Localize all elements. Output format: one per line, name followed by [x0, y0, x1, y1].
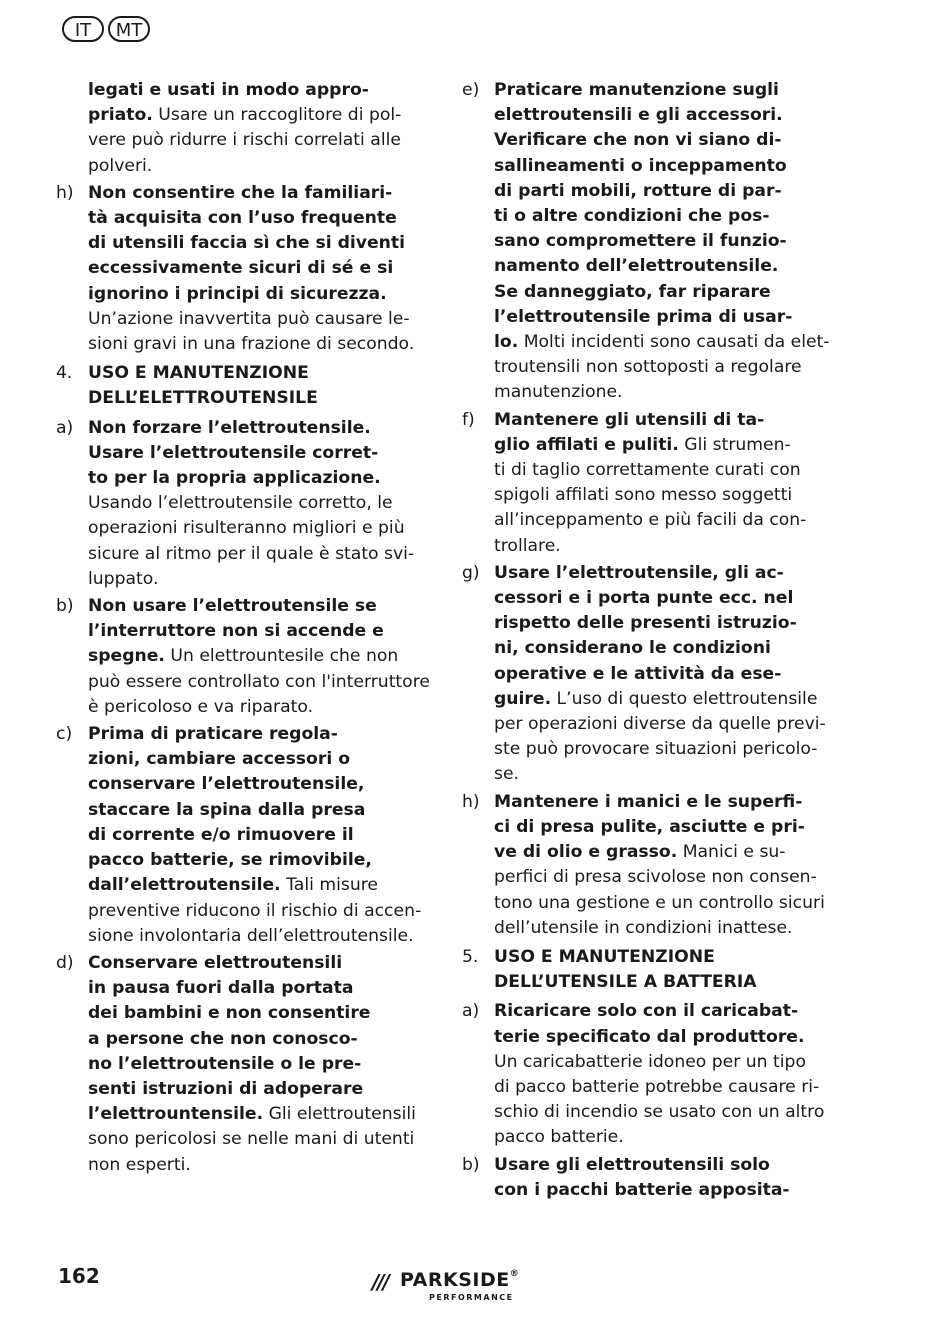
normal-text: Usando l’elettroutensile corretto, le operazioni risulteranno migliori e più sicure al ritmo per il quale è stato svi- luppato. [88, 493, 415, 589]
registered-mark: ® [509, 1269, 520, 1279]
normal-text: Molti incidenti sono causati da elet- troutensili non sottoposti a regolare manutenzione. [494, 332, 830, 403]
list-item-g [462, 561, 852, 788]
bold-text: Usare l’elettroutensile, gli ac- cessori e i porta punte ecc. nel rispetto delle presenti istruzio- ni, considerano le condizioni operative e le attività da ese- guire. [494, 562, 797, 709]
left-column [56, 78, 431, 1180]
list-item-a [462, 999, 852, 1150]
list-item-b [56, 594, 431, 720]
item-text [494, 561, 852, 788]
bold-text: Non usare l’elettroutensile se l’interruttore non si accende e spegne. [88, 596, 384, 667]
normal-text: Un elettrountesile che non può essere controllato con l'interruttore è pericoloso e va riparato. [88, 646, 430, 717]
section-number: 4. [56, 363, 73, 384]
item-text [88, 951, 431, 1178]
lang-badge-it: IT [62, 16, 104, 42]
logo-brand [400, 1269, 519, 1291]
list-item-a [56, 416, 431, 592]
bold-text: Ricaricare solo con il caricabat- terie specificato dal produttore. [494, 1001, 805, 1047]
section-title: USO E MANUTENZIONE DELL’ELETTROUTENSILE [88, 363, 318, 409]
list-item-c [56, 722, 431, 949]
section-heading-4 [56, 361, 431, 411]
item-label: h) [462, 791, 480, 812]
list-item-d [56, 951, 431, 1178]
bold-text: Usare gli elettroutensili solo con i pacchi batterie apposita- [494, 1154, 790, 1200]
item-label: h) [56, 182, 74, 203]
logo-brand-text: PARKSIDE [400, 1269, 510, 1291]
section-title: USO E MANUTENZIONE DELL’UTENSILE A BATTERIA [494, 946, 757, 993]
normal-text: Manici e su- perfici di presa scivolose non consen- tono una gestione e un controllo sicuri dell’utensile in condizioni inattese. [494, 842, 825, 938]
item-label: d) [56, 952, 74, 973]
list-item-b [462, 1153, 852, 1203]
item-label: b) [462, 1154, 480, 1175]
item-label: a) [56, 417, 74, 438]
item-text [494, 78, 852, 406]
parkside-logo [372, 1268, 522, 1308]
right-column [462, 78, 852, 1205]
lang-badge-mt: MT [108, 16, 150, 42]
normal-text: Gli elettroutensili sono pericolosi se nelle mani di utenti non esperti. [88, 1104, 416, 1175]
normal-text: Un caricabatterie idoneo per un tipo di pacco batterie potrebbe causare ri- schio di incendio se usato con un altro pacco batterie. [494, 1051, 825, 1148]
normal-text: Un’azione inavvertita può causare le- sioni gravi in una frazione di secondo. [88, 308, 415, 355]
continued-paragraph [56, 78, 431, 179]
item-text [494, 1153, 852, 1203]
bold-text: legati e usati in modo appro- priato. [88, 80, 369, 126]
language-badges [62, 16, 150, 42]
item-label: b) [56, 596, 74, 617]
item-label: g) [462, 562, 480, 583]
bold-text: Prima di praticare regola- zioni, cambiare accessori o conservare l’elettroutensile, staccare la spina dalla presa di corrente e/o rimuovere il pacco batterie, se rimovibile, dall’elettroutensile. [88, 724, 372, 896]
item-label: a) [462, 1001, 480, 1022]
list-item-h [462, 790, 852, 941]
normal-text: Usare un raccoglitore di pol- vere può ridurre i rischi correlati alle polveri. [88, 105, 402, 176]
section-heading-5 [462, 945, 852, 995]
page-number: 162 [58, 1264, 100, 1288]
list-item-f [462, 408, 852, 559]
bold-text: Praticare manutenzione sugli elettroutensili e gli accessori. Verificare che non vi siano di- sallineamenti o inceppamento di parti mobili, rotture di par- ti o altre condizioni che pos- sano compromettere il funzio- namento dell’elettroutensile. Se danneggiato, far riparare l’elettroutensile prima di usar- lo. [494, 80, 793, 353]
item-label: f) [462, 409, 475, 430]
item-text [88, 416, 431, 592]
item-text [88, 722, 431, 949]
list-item-e [462, 78, 852, 406]
logo-subtitle: PERFORMANCE [429, 1293, 514, 1302]
normal-text: L’uso di questo elettroutensile per operazioni diverse da quelle previ- ste può provocare situazioni pericolo- se. [494, 688, 826, 785]
normal-text: Tali misure preventive riducono il rischio di accen- sione involontaria dell’elettroutensile. [88, 875, 422, 946]
bold-text: Non forzare l’elettroutensile. Usare l’elettroutensile corret- to per la propria applicazione. [88, 417, 381, 489]
item-label: c) [56, 724, 73, 745]
item-text [494, 790, 852, 941]
item-text [494, 408, 852, 559]
list-item-h [56, 181, 431, 357]
bold-text: Mantenere gli utensili di ta- glio affilati e puliti. [494, 409, 765, 455]
section-number: 5. [462, 946, 479, 967]
bold-text: Mantenere i manici e le superfi- ci di presa pulite, asciutte e pri- ve di olio e grasso. [494, 791, 805, 863]
item-label: e) [462, 80, 480, 100]
item-text [88, 594, 431, 720]
logo-slashes-icon: /// [372, 1270, 388, 1294]
bold-text: Non consentire che la familiari- tà acquisita con l’uso frequente di utensili faccia sì che si diventi eccessivamente sicuri di sé e si ignorino i principi di sicurezza. [88, 182, 406, 304]
normal-text: Gli strumen- ti di taglio correttamente curati con spigoli affilati sono messo soggetti all’inceppamento e più facili da con- trollare. [494, 434, 807, 556]
item-text [494, 999, 852, 1150]
bold-text: Conservare elettroutensili in pausa fuori dalla portata dei bambini e non consentire a persone che non conosco- no l’elettroutensile o le pre- senti istruzioni di adoperare l’elettrountensile. [88, 952, 371, 1125]
item-text [88, 181, 431, 357]
